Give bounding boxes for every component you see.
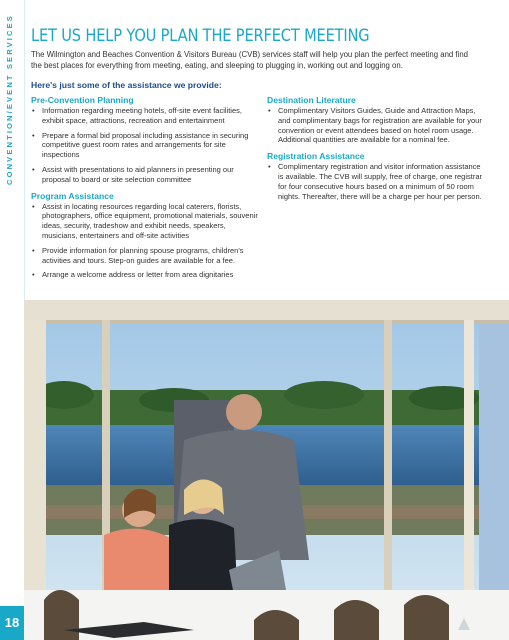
list-item: • Provide information for planning spouse programs, children's activities and tours. Step-on guides are available for a fee. bbox=[31, 246, 263, 266]
list-item: • Arrange a welcome address or letter from area dignitaries bbox=[31, 270, 263, 280]
left-column bbox=[31, 95, 263, 286]
page-number: 18 bbox=[0, 606, 24, 640]
registration-heading: Registration Assistance bbox=[267, 151, 365, 162]
section-label: CONVENTION/EVENT SERVICES bbox=[5, 14, 14, 185]
destination-heading: Destination Literature bbox=[267, 95, 356, 105]
program-heading: Program Assistance bbox=[31, 190, 114, 201]
pre-convention-list bbox=[31, 106, 263, 185]
list-item: • Assist in locating resources regarding local caterers, florists, photographers, office equipment, promotional materials, souvenir ideas, security, tradeshow and exhibit needs, speakers, musicians, entertainers and off-site activities bbox=[31, 202, 263, 241]
side-tab bbox=[0, 0, 25, 640]
page-title: LET US HELP YOU PLAN THE PERFECT MEETING bbox=[31, 26, 370, 46]
assistance-subhead: Here's just some of the assistance we provide: bbox=[31, 80, 222, 90]
meeting-photo bbox=[24, 300, 509, 640]
list-item: • Complimentary registration and visitor information assistance is available. The CVB will supply, free of charge, one registrar for four consecutive hours based on a minimum of 50 room nights. Thereafter, there will be a charge per hour per person. bbox=[267, 162, 487, 201]
pre-convention-heading: Pre-Convention Planning bbox=[31, 95, 134, 105]
list-item: • Information regarding meeting hotels, off-site event facilities, exhibit space, attractions, recreation and entertainment bbox=[31, 106, 263, 126]
intro-paragraph: The Wilmington and Beaches Convention & Visitors Bureau (CVB) services staff will help you plan the perfect meeting and find the best places for everything from meeting, eating, and sleeping to plugging in, working out and logging on. bbox=[31, 50, 468, 70]
list-item: • Complimentary Visitors Guides, Guide and Attraction Maps, and complimentary bags for registration are available for your convention or event attendees based on hotel room usage. Additional quantities are available for a nominal fee. bbox=[267, 106, 487, 145]
meeting-photo-illustration bbox=[24, 300, 509, 640]
list-item: • Assist with presentations to aid planners in presenting our proposal to board or site selection committee bbox=[31, 165, 263, 185]
right-column bbox=[267, 95, 487, 207]
destination-list bbox=[267, 106, 487, 145]
program-list bbox=[31, 202, 263, 281]
main-content bbox=[31, 0, 501, 280]
registration-list bbox=[267, 162, 487, 201]
list-item: • Prepare a formal bid proposal including assistance in securing competitive guest room rates and arrangements for site inspections bbox=[31, 131, 263, 160]
